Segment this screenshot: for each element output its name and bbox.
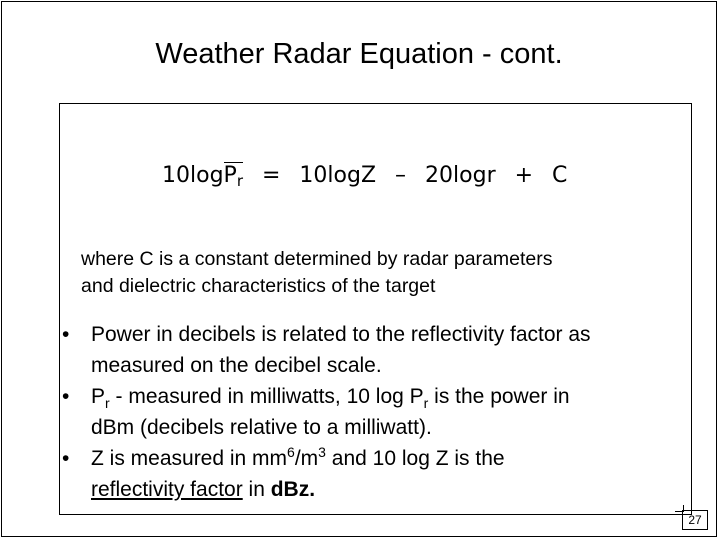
bullet-marker: • bbox=[62, 447, 70, 470]
bullet-2-text-a: - measured in milliwatts, 10 log P bbox=[109, 385, 424, 408]
equation-lhs bbox=[162, 161, 243, 191]
reflectivity-factor-term: reflectivity factor bbox=[91, 478, 243, 501]
m-exponent: 3 bbox=[318, 444, 326, 460]
minus-sign: – bbox=[395, 163, 407, 188]
bullet-3-text-a: Z is measured in mm bbox=[91, 447, 288, 470]
bullet-marker: • bbox=[62, 323, 70, 346]
constant-note bbox=[81, 246, 681, 300]
bullet-3-line-2 bbox=[91, 474, 702, 505]
bullet-pr-milliwatts bbox=[62, 381, 702, 443]
bullet-3-line-1 bbox=[91, 443, 702, 474]
bullet-marker: • bbox=[62, 385, 70, 408]
pr-subscript-2: r bbox=[423, 395, 429, 412]
lhs-variable: P bbox=[223, 163, 237, 188]
bullet-3-text-d: in bbox=[242, 478, 271, 501]
constant-term: C bbox=[552, 163, 568, 188]
radar-equation bbox=[162, 161, 567, 191]
bullet-2-line-2: dBm (decibels relative to a milliwatt). bbox=[91, 416, 432, 439]
dbz-unit: dBz. bbox=[270, 478, 316, 501]
equals-sign: = bbox=[261, 163, 281, 188]
bullet-power-decibels bbox=[62, 319, 702, 381]
bullet-1-line-1: Power in decibels is related to the reflectivity factor as bbox=[91, 323, 591, 346]
mean-power-overbar bbox=[224, 162, 243, 189]
slide-title: Weather Radar Equation - cont. bbox=[155, 38, 563, 70]
bullet-2-line-1 bbox=[91, 381, 702, 412]
note-line-2: and dielectric characteristics of the target bbox=[81, 275, 436, 297]
plus-sign: + bbox=[514, 163, 534, 188]
bullet-2-text-b: is the power in bbox=[428, 385, 570, 408]
bullet-3-text-c: and 10 log Z is the bbox=[325, 447, 505, 470]
pr-symbol: P bbox=[91, 385, 106, 408]
bullet-1-line-2: measured on the decibel scale. bbox=[91, 354, 382, 377]
page-number: 27 bbox=[682, 510, 708, 530]
mm-exponent: 6 bbox=[287, 444, 295, 460]
lhs-coefficient: 10log bbox=[162, 163, 224, 188]
pr-subscript: r bbox=[105, 395, 110, 412]
bullet-z-units bbox=[62, 443, 702, 505]
reflectivity-term: 10logZ bbox=[299, 163, 377, 188]
range-term: 20logr bbox=[425, 163, 496, 188]
bullet-3-text-b: /m bbox=[294, 447, 319, 470]
lhs-subscript: r bbox=[236, 172, 243, 190]
note-line-1: where C is a constant determined by radar parameters bbox=[81, 248, 553, 270]
bullet-list bbox=[62, 319, 702, 505]
slide bbox=[1, 1, 717, 537]
